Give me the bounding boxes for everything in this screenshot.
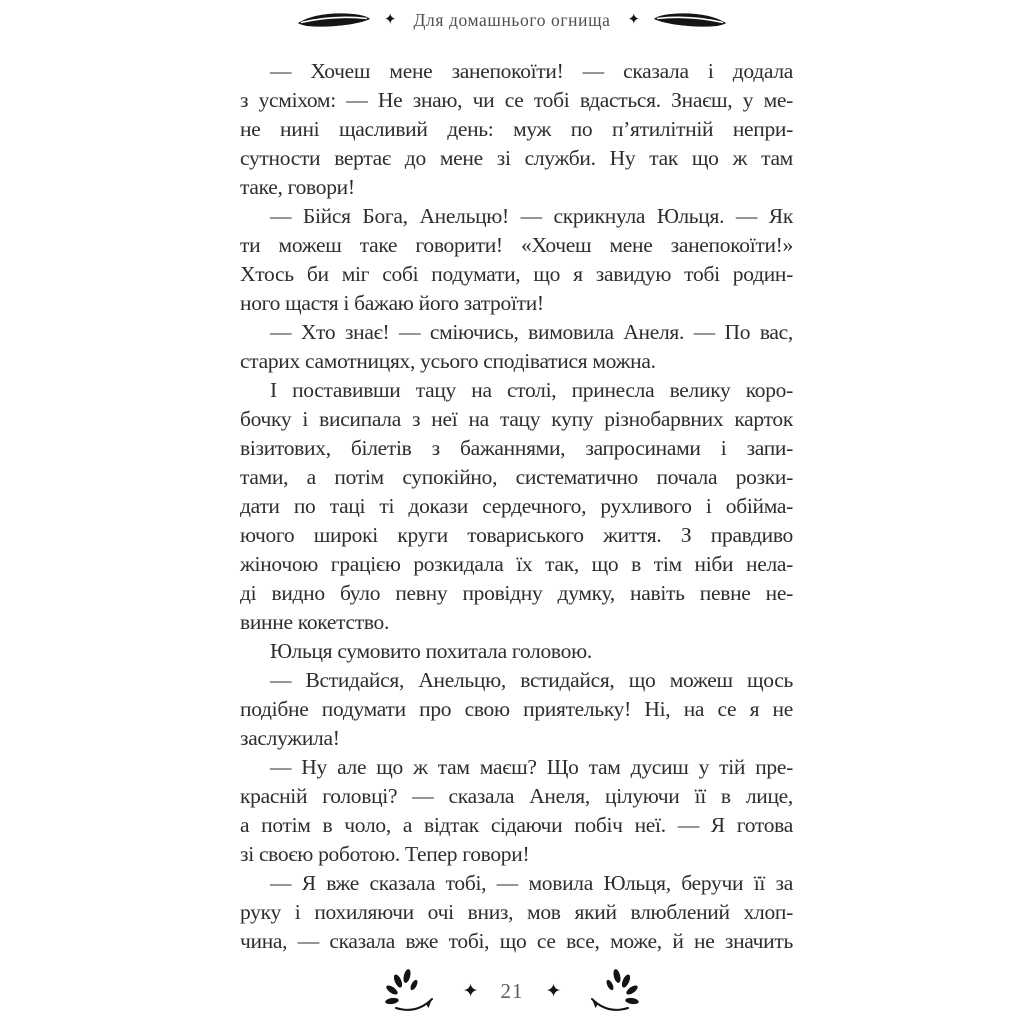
- page-number: 21: [500, 978, 524, 1003]
- text-line: жіночою грацією розкидала їх так, що в тім ніби нела-: [240, 552, 793, 576]
- text-line: — Я вже сказала тобі, — мовила Юльця, беручи її за: [270, 871, 793, 895]
- text-line: бочку і висипала з неї на тацу купу різнобарвних карток: [240, 407, 793, 431]
- text-line: чина, — сказала вже тобі, що се все, може, й не значить: [240, 929, 793, 953]
- running-header: [0, 6, 1024, 34]
- text-line: а потім в чоло, а відтак сідаючи побіч неї. — Я готова: [240, 813, 793, 837]
- text-line: не нині щасливий день: муж по п’ятилітній непри-: [240, 117, 793, 141]
- text-line: ючого широкі круги товариського життя. З правдиво: [240, 523, 793, 547]
- diamond-icon: ✦: [462, 980, 479, 1002]
- text-line: таке, говори!: [240, 175, 355, 199]
- text-line: старих самотницях, усього сподіватися можна.: [240, 349, 656, 373]
- text-line: — Встидайся, Анельцю, встидайся, що можеш щось: [270, 668, 793, 692]
- text-line: зі своєю роботою. Тепер говори!: [240, 842, 530, 866]
- branch-ornament-icon: [583, 968, 641, 1014]
- leaf-ornament-icon: [297, 10, 371, 30]
- text-line: красній головці? — сказала Анеля, цілуючи її в лице,: [240, 784, 793, 808]
- text-line: дати по таці ті докази сердечного, рухливого і обійма-: [240, 494, 793, 518]
- text-line: ти можеш таке говорити! «Хочеш мене занепокоїти!»: [240, 233, 793, 257]
- text-line: Юльця сумовито похитала головою.: [270, 639, 592, 663]
- diamond-icon: ✦: [627, 11, 641, 28]
- text-line: з усміхом: — Не знаю, чи се тобі вдасться. Знаєш, у ме-: [240, 88, 793, 112]
- leaf-ornament-icon: [653, 10, 727, 30]
- diamond-icon: ✦: [545, 980, 562, 1002]
- text-line: подібне подумати про свою приятельку! Ні, на се я не: [240, 697, 793, 721]
- diamond-icon: ✦: [383, 11, 397, 28]
- text-line: сутности вертає до мене зі служби. Ну так що ж там: [240, 146, 793, 170]
- text-line: Хтось би міг собі подумати, що я завидую тобі родин-: [240, 262, 793, 286]
- text-line: — Хто знає! — сміючись, вимовила Анеля. — По вас,: [270, 320, 793, 344]
- branch-ornament-icon: [383, 968, 441, 1014]
- text-line: — Ну але що ж там маєш? Що там дусиш у тій пре-: [270, 755, 793, 779]
- text-line: ного щастя і бажаю його затроїти!: [240, 291, 544, 315]
- text-line: заслужила!: [240, 726, 340, 750]
- text-line: І поставивши тацу на столі, принесла велику коро-: [270, 378, 793, 402]
- running-header-title: Для домашнього огнища: [413, 9, 611, 30]
- page-footer: [0, 966, 1024, 1016]
- text-line: ді видно було певну провідну думку, навіть певне не-: [240, 581, 793, 605]
- text-line: руку і похиляючи очі вниз, мов який влюблений хлоп-: [240, 900, 793, 924]
- text-line: тами, а потім супокійно, систематично почала розки-: [240, 465, 793, 489]
- text-line: винне кокетство.: [240, 610, 390, 634]
- page-body: [240, 57, 793, 956]
- text-line: — Хочеш мене занепокоїти! — сказала і додала: [270, 59, 793, 83]
- text-line: — Бійся Бога, Анельцю! — скрикнула Юльця. — Як: [270, 204, 793, 228]
- text-line: візитових, білетів з бажаннями, запросинами і запи-: [240, 436, 793, 460]
